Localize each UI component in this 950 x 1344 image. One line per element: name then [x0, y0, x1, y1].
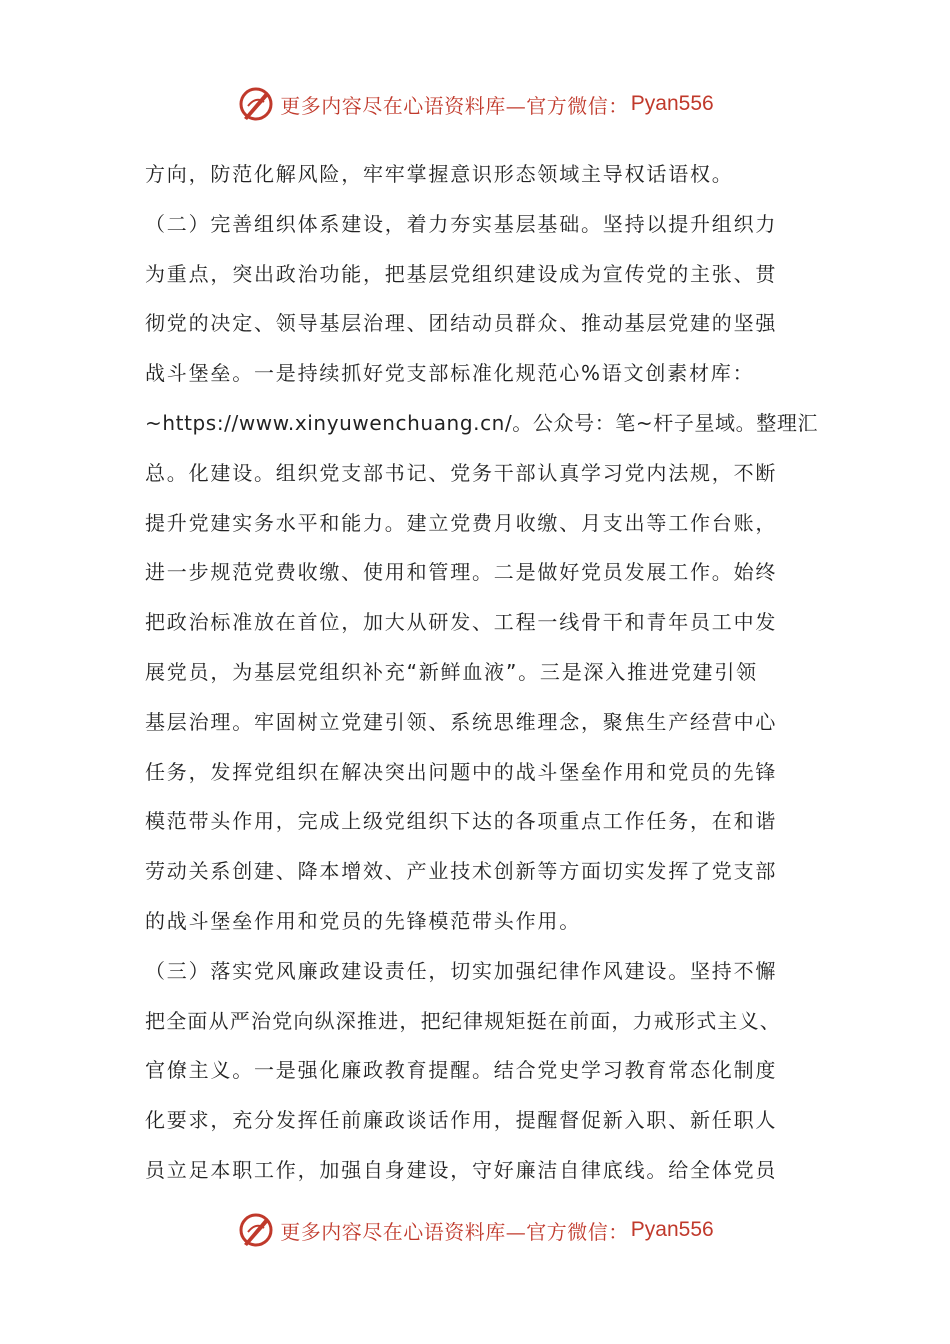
text-line: （二）完善组织体系建设，着力夯实基层基础。坚持以提升组织力 — [145, 211, 778, 236]
banner-wechat-handle: Pyan556 — [630, 92, 714, 115]
banner-label: 更多内容尽在心语资料库—官方微信： — [280, 93, 629, 118]
text-line: 彻党的决定、领导基层治理、团结动员群众、推动基层党建的坚强 — [145, 311, 778, 336]
text-line: 战斗堡垒。一是持续抓好党支部标准化规范心%语文创素材库： — [145, 361, 755, 386]
pen-logo-icon — [236, 1210, 276, 1250]
text-line: 基层治理。牢固树立党建引领、系统思维理念，聚焦生产经营中心 — [145, 709, 778, 734]
text-line: 展党员，为基层党组织补充“新鲜血液”。三是深入推进党建引领 — [145, 659, 758, 684]
pen-logo-icon — [236, 84, 276, 124]
text-line: 任务，发挥党组织在解决突出问题中的战斗堡垒作用和党员的先锋 — [145, 759, 778, 784]
text-line: 员立足本职工作，加强自身建设，守好廉洁自律底线。给全体党员 — [145, 1157, 778, 1182]
text-line-url: ~https://www.xinyuwenchuang.cn/。公众号：笔~杆子星域。整理汇 — [145, 410, 819, 435]
text-line: （三）落实党风廉政建设责任，切实加强纪律作风建设。坚持不懈 — [145, 958, 778, 983]
text-line: 的战斗堡垒作用和党员的先锋模范带头作用。 — [145, 908, 581, 933]
document-body — [145, 150, 819, 1196]
text-line: 方向，防范化解风险，牢牢掌握意识形态领域主导权话语权。 — [145, 162, 734, 186]
text-line: 把政治标准放在首位，加大从研发、工程一线骨干和青年员工中发 — [145, 610, 778, 635]
text-line: 提升党建实务水平和能力。建立党费月收缴、月支出等工作台账， — [145, 510, 778, 535]
header-watermark-banner — [0, 84, 950, 124]
banner-wechat-handle: Pyan556 — [630, 1218, 714, 1241]
text-line: 总。化建设。组织党支部书记、党务干部认真学习党内法规，不断 — [145, 460, 778, 485]
footer-watermark-banner — [0, 1210, 950, 1250]
text-line: 模范带头作用，完成上级党组织下达的各项重点工作任务，在和谐 — [145, 809, 778, 834]
banner-label: 更多内容尽在心语资料库—官方微信： — [280, 1219, 629, 1244]
text-line: 官僚主义。一是强化廉政教育提醒。结合党史学习教育常态化制度 — [145, 1058, 778, 1083]
text-line: 把全面从严治党向纵深推进，把纪律规矩挺在前面，力戒形式主义、 — [145, 1008, 781, 1033]
text-line: 为重点，突出政治功能，把基层党组织建设成为宣传党的主张、贯 — [145, 261, 778, 286]
text-line: 化要求，充分发挥任前廉政谈话作用，提醒督促新入职、新任职人 — [145, 1108, 778, 1133]
text-line: 进一步规范党费收缴、使用和管理。二是做好党员发展工作。始终 — [145, 560, 778, 585]
text-line: 劳动关系创建、降本增效、产业技术创新等方面切实发挥了党支部 — [145, 859, 778, 884]
